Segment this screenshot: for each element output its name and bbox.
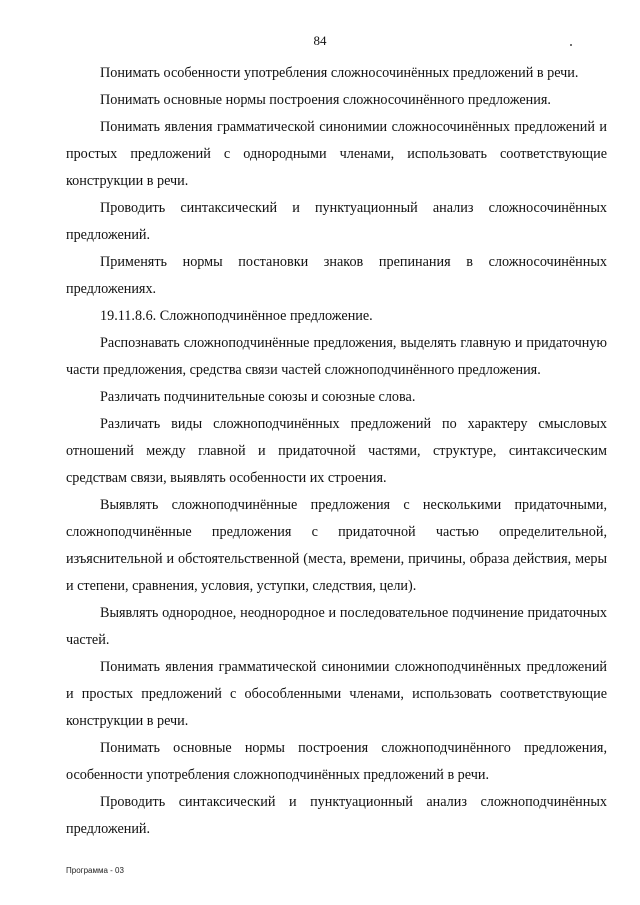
scan-speck xyxy=(570,44,572,46)
paragraph: Понимать основные нормы построения сложноподчинённого предложения, особенности употребления сложноподчинённых предложений в речи. xyxy=(66,740,607,783)
paragraph: Применять нормы постановки знаков препинания в сложносочинённых предложениях. xyxy=(66,254,607,297)
paragraph: Понимать основные нормы построения сложносочинённого предложения. xyxy=(100,92,551,108)
paragraph: Выявлять однородное, неоднородное и последовательное подчинение придаточных частей. xyxy=(66,605,607,648)
paragraph: Понимать явления грамматической синонимии сложносочинённых предложений и простых предложений с однородными членами, использовать соответствующие конструкции в речи. xyxy=(66,119,607,189)
paragraph: Различать подчинительные союзы и союзные слова. xyxy=(100,389,416,405)
paragraph: Понимать явления грамматической синонимии сложноподчинённых предложений и простых предложений с обособленными членами, использовать соответствующие конструкции в речи. xyxy=(66,659,607,729)
footer-label: Программа - 03 xyxy=(66,866,124,875)
paragraph: Понимать особенности употребления сложносочинённых предложений в речи. xyxy=(100,65,579,81)
section-heading: 19.11.8.6. Сложноподчинённое предложение. xyxy=(100,308,373,324)
paragraph: Выявлять сложноподчинённые предложения с несколькими придаточными, сложноподчинённые предложения с придаточной частью определительной, изъяснительной и обстоятельственной (места, времени, причины, образа действия, меры и степени, сравнения, условия, уступки, следствия, цели). xyxy=(66,497,607,594)
paragraph: Различать виды сложноподчинённых предложений по характеру смысловых отношений между главной и придаточной частями, структуре, синтаксическим средствам связи, выявлять особенности их строения. xyxy=(66,416,607,486)
page-number: 84 xyxy=(313,33,327,48)
paragraph: Проводить синтаксический и пунктуационный анализ сложноподчинённых предложений. xyxy=(66,794,607,837)
paragraph: Распознавать сложноподчинённые предложения, выделять главную и придаточную части предложения, средства связи частей сложноподчинённого предложения. xyxy=(66,335,607,378)
body-text xyxy=(66,60,607,843)
paragraph: Проводить синтаксический и пунктуационный анализ сложносочинённых предложений. xyxy=(66,200,607,243)
